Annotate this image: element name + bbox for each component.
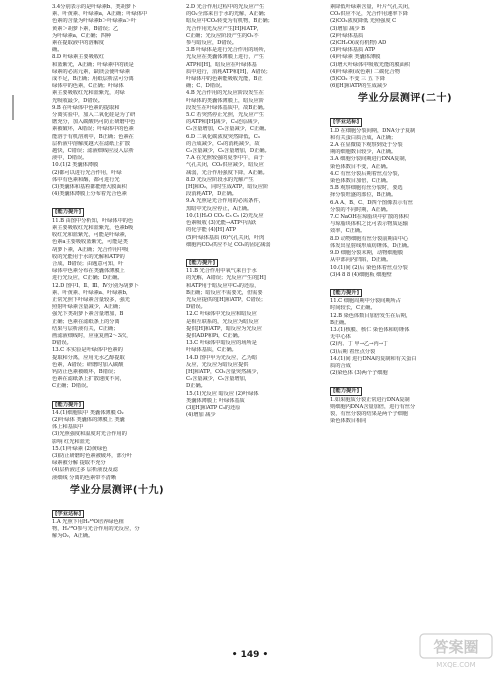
column-1 <box>52 4 182 645</box>
text-line: 时间较长，C正确。 <box>330 305 376 312</box>
text-line: 的化学能 (4)[H] ATP <box>186 227 236 234</box>
watermark-logo <box>418 630 494 670</box>
text-line: 的光解，A错误；光反应产生的[H] <box>186 275 266 282</box>
text-line: 3.4分别表示的是叶绿素b、类胡萝卜 <box>52 4 137 10</box>
text-line: (3)防止研磨时色素被破坏，部分叶 <box>52 452 132 459</box>
text-line: (3)增大叶绿体中吸收光能的膜面积 <box>330 61 410 68</box>
text-line: [H]和O₂，同时生成ATP，暗反应阶 <box>186 184 269 191</box>
text-line: 与琼脂块体积之比可表示物质运输 <box>330 221 408 228</box>
text-line: 7.C NaOH在琼脂块中扩散的体积 <box>330 214 409 221</box>
text-line: (4)叶绿素(或色素) 二碳化合物 <box>330 68 400 75</box>
text-line: 10.(1)2 类囊体薄膜 <box>52 162 99 169</box>
text-line: 6.D 二氧化碳浓度突然降低，C₃ <box>186 133 260 140</box>
section-tag: [学业达标] <box>330 118 362 126</box>
text-line: 5.C 若突然停止光照，光反应产生 <box>186 112 264 119</box>
text-line: 确。 <box>52 47 63 54</box>
text-line: 层析液中溶解度越大在滤纸上扩散 <box>52 140 130 147</box>
text-line: 无中心体 <box>330 334 351 341</box>
text-line: 素、叶黄素、叶绿素a，A正确；叶绿体中 <box>52 11 148 18</box>
text-line: [H]和ATP，CO₂含量突然减少， <box>186 368 262 375</box>
text-line: 画滤液细线时，应重复画2～3次， <box>52 332 132 339</box>
text-line: 结果与层析液有关，C正确； <box>52 325 119 332</box>
text-line: 14.D 图中甲为光反应，乙为暗 <box>186 354 258 361</box>
text-line: 参与暗反应，D错误。 <box>186 40 237 47</box>
text-line: 影响 红光和蓝光 <box>52 438 90 445</box>
text-line: 12.B 染色体数目加倍发生在后期， <box>330 312 412 319</box>
text-line: 9.B 在叶绿体中色素的提取和 <box>52 104 120 111</box>
text-line: 的ATP和[H]减少，C₃还原减少， <box>186 119 263 126</box>
text-line: (5)叶绿体基质 (6)气孔关闭，叶肉 <box>186 234 265 241</box>
text-line: 素主要吸收红光和蓝紫光，色素b吸 <box>52 224 134 231</box>
section-tag: [能力提升] <box>52 401 84 409</box>
text-line: 越快，C错误；滤液细线应浸入层析 <box>52 148 134 155</box>
text-line: 3.A 细胞分裂间期进行DNA复制， <box>330 156 410 163</box>
text-line: C正确；光反应阶段产生的O₂不 <box>186 32 259 39</box>
section-tag: [能力提升] <box>330 289 362 297</box>
text-line: D错误。 <box>186 304 206 311</box>
text-line: 染色体数目相同 <box>330 418 367 425</box>
text-line: 11.C 细胞周期中分裂间期所占 <box>330 298 401 305</box>
col1-section-c <box>52 410 182 482</box>
text-line: 黄素＞胡萝卜素，B错误；乙 <box>52 25 119 32</box>
text-line: 12.C 叶绿体中光反应和暗反应 <box>186 311 257 318</box>
text-line: 强光下类胡萝卜素含量增加，B <box>52 311 124 318</box>
text-line: 物，H₂¹⁸O参与光合作用的光反应，分 <box>52 526 140 533</box>
col2-section-a <box>186 4 326 249</box>
text-line: (3)后期 着丝点分裂 <box>330 348 376 355</box>
text-line: 磨充分，加入碳酸钙可防止研磨中色 <box>52 119 136 126</box>
text-line: 质中进行，消耗ATP和[H]，A错误； <box>186 68 271 75</box>
text-line: 3.B 叶绿体是进行光合作用的场所， <box>186 47 269 54</box>
text-line: 体中有色素和酶，都可进行光 <box>52 176 120 183</box>
text-line: (4)增加 减少 <box>186 412 216 419</box>
text-line: 光吸收最少，D错误。 <box>52 97 103 104</box>
text-line: (2)丙、丁 甲→乙→丙→丁 <box>330 341 389 348</box>
text-line: 合成，B错误；由题意可知，叶 <box>52 260 124 267</box>
col1-section-b <box>52 218 182 391</box>
text-line: 提供ADP和Pi，C正确。 <box>186 332 243 339</box>
text-line: 体发出星射线形成纺锤体，D正确。 <box>330 242 413 249</box>
text-line: 素主要吸收红光和蓝紫光，对绿 <box>52 90 125 97</box>
text-line: C₃含量减少，C₅含量增加， <box>186 376 250 383</box>
text-line: 绿素的必需元素，缺镁会使叶绿素 <box>52 68 130 75</box>
text-line: 提取和分离，应用无水乙醇提取 <box>52 354 125 361</box>
text-line: 段发生在叶绿体基质中，故B正确。 <box>186 104 268 111</box>
text-line: 8.D 动物细胞有丝分裂前期由中心 <box>330 235 409 242</box>
text-line: 成不足，B正确；用纸层析法可分离 <box>52 76 134 83</box>
text-line: 11.B 光合作用中氧气来自于水 <box>186 268 257 275</box>
text-line: 14.(1)细胞质中 类囊体薄膜 O₂ <box>52 409 124 416</box>
text-line: B正确；暗反应不需要光，但需要 <box>186 289 263 296</box>
text-line: (4)类囊体薄膜上分布着光合色素 <box>52 191 127 198</box>
text-line: 分裂的不同时期，A正确。 <box>330 206 391 213</box>
text-line: 分离实验中，加入二氧化硅是为了研 <box>52 112 136 119</box>
text-line: (2)叶绿体基质 <box>330 32 364 39</box>
text-line: 择分裂旺盛的部位，B正确。 <box>330 192 397 199</box>
text-line: (3)增加 减少 B <box>330 25 365 32</box>
text-line: 期的细胞数目较少，A正确。 <box>330 149 397 156</box>
text-line: 6.A A、B、C、D四个图像表示有丝 <box>330 199 413 206</box>
text-line: D正确。 <box>186 383 206 390</box>
text-line: 13.C 叶绿体中暗反应的场所是 <box>186 340 257 347</box>
text-line: 类囊体薄膜上 叶绿体基质 <box>186 397 245 404</box>
section-heading: 学业分层测评(十九) <box>69 484 165 496</box>
text-line: (3)4 8 8 (4)细胞板 细胞壁 <box>330 271 392 278</box>
text-line: 的O₂全部来自于水的光解，A正确； <box>186 11 269 18</box>
text-line: 色素吸收 (3)光能→ATP中活跃 <box>186 220 257 227</box>
text-line: 收的光能用于水的光解和ATP的 <box>52 253 125 260</box>
text-line: 素被破坏，A错误；叶绿体中的色素 <box>52 126 134 133</box>
text-line: (5)CO₂ 不变 三 五 下降 <box>330 76 385 83</box>
text-line: 10.(1)H₂O CO₂ C₃ C₅ (2)光反应 <box>186 212 264 219</box>
text-line: 正常光照下叶绿素含量较多，强光 <box>52 296 130 303</box>
text-line: 10.(1)间 (2)后 染色体着丝点分裂 <box>330 264 408 271</box>
text-line: 9.D 细胞分裂末期，动物细胞膜 <box>330 250 403 257</box>
section-tag: [能力提升] <box>52 208 84 216</box>
text-line: 13.C 本实验是叶绿体中色素的 <box>52 347 123 354</box>
text-line: (3)[H]和ATP C₃的还原 <box>186 404 241 411</box>
text-line: (4)层析液过多 层析液没及滤 <box>52 467 118 474</box>
text-line: 9.A 光照是光合作用的必需条件， <box>186 198 264 205</box>
text-line: (2)CH₂O(或有机物) AD <box>330 40 387 47</box>
text-line: C₃含量增加，C₅含量减少，C正确。 <box>186 126 270 133</box>
text-line: 能溶于有机溶剂中，B正确；色素在 <box>52 133 134 140</box>
text-line: 叶绿体的类囊体薄膜上，暗反应阶 <box>186 97 264 104</box>
text-line: 提供[H]和ATP，暗反应为光反应 <box>186 325 262 332</box>
text-line: (6)[H]和ATP的生成减少 <box>330 83 388 90</box>
text-line: 和ATP用于暗反应中C₃的还原， <box>186 282 260 289</box>
text-line: (3)类囊体和基粒都能增大膜面积 <box>52 184 127 191</box>
text-line: 染色体数目加倍，C正确。 <box>330 178 392 185</box>
text-line: 1.A 光照下用H₂¹⁸O培养绿色植 <box>52 519 124 525</box>
text-line: 4.B 光合作用的光反应阶段发生在 <box>186 90 264 97</box>
text-line: 为叶绿素a，C正确；四种 <box>52 32 111 39</box>
text-line: 照射叶绿素含量减少，A正确； <box>52 304 124 311</box>
column-3 <box>330 4 480 645</box>
text-line: (3)叶绿体基质 ATP <box>330 47 376 54</box>
text-line: 色素，A错误；研磨时加入碳酸 <box>52 361 124 368</box>
text-line: (2)叶绿体 类囊体的薄膜上 类囊 <box>52 416 125 423</box>
text-line: 光反应在类囊体薄膜上进行，产生 <box>186 54 264 61</box>
text-line: 和蓝紫光，A正确；叶绿素中的镁是 <box>52 61 134 68</box>
text-line: 质的合成 <box>330 362 351 369</box>
text-line: 1.如果胞质分裂正常进行DNA复制 <box>330 396 410 403</box>
text-line: 光反应提供的[H]和ATP，C错误； <box>186 296 266 303</box>
col2-section-b <box>186 268 326 419</box>
text-line: C₃含量减少，C₅含量增加，D正确。 <box>186 148 270 155</box>
text-line: 1.D 在细胞分裂间期，DNA分子复制 <box>330 127 416 134</box>
text-line: 绿素被分解 提取不充分 <box>52 460 106 467</box>
watermark-text: 答案圈 <box>433 638 479 656</box>
text-line: 11.B 由图中分析知，叶绿体中的色 <box>52 217 134 224</box>
text-line: (2)CO₂浓度降低 光照强度 C <box>330 18 397 25</box>
text-line: 15.(1)光反应 暗反应 (2)叶绿体 <box>186 390 259 397</box>
section-tag: [学业达标] <box>52 510 84 518</box>
text-line: 段消耗ATP，D正确。 <box>186 191 237 198</box>
text-line: 钙防止色素被破坏，B错误； <box>52 368 119 375</box>
text-line: 正确；色素在滤纸条上的分离 <box>52 318 120 325</box>
text-line: 确；C、D错误。 <box>186 83 226 90</box>
text-line: 8.D 光反应阶段水的光解产生 <box>186 176 254 183</box>
text-line: 黑暗中光反应停止，A正确。 <box>186 205 253 212</box>
text-line: 12.D 图中Ⅰ、Ⅱ、Ⅲ、Ⅳ分别为胡萝卜 <box>52 282 139 289</box>
text-line: 色素在滤纸条上扩散速度不同， <box>52 376 125 383</box>
text-line: 2.A 在显微镜下观察到处于分裂 <box>330 142 403 149</box>
text-line: (4)叶绿素 类囊体薄膜 <box>330 54 381 61</box>
section-tag: [能力提升] <box>186 259 218 267</box>
text-line: 叶绿体基质，C正确。 <box>186 347 237 354</box>
text-line: 2.D 光合作用过程中的光反应产生 <box>186 4 265 10</box>
text-line: 气孔关闭，CO₂供应减少，暗反应 <box>186 162 264 169</box>
text-line: 素在提取液中的溶解度 <box>52 40 104 47</box>
text-line: 色素a主要吸收蓝紫光，可能是类 <box>52 239 128 246</box>
text-line: 15.(1)叶绿素 (2)黄绿色 <box>52 445 108 452</box>
text-line: 从中部向内凹陷，D正确。 <box>330 257 392 264</box>
text-line: 细胞内CO₂供应不足 CO₂的固定减弱 <box>186 241 271 248</box>
text-line: 染色体数目不变，A正确。 <box>330 163 391 170</box>
watermark-sub: MXQE.COM <box>436 661 476 669</box>
text-line: 8.D 叶绿素主要吸收红 <box>52 54 105 61</box>
binding-edge-marks <box>8 0 18 675</box>
text-line: 是相互联系的，光反应为暗反应 <box>186 318 259 325</box>
text-line: 胡萝卜素，A正确；光合作用中吸 <box>52 246 129 253</box>
col3-section-d <box>330 397 480 426</box>
text-line: 5.B 观察细胞有丝分裂时，要选 <box>330 185 403 192</box>
text-line: 叶绿体中的色素能吸收光能，B正 <box>186 76 263 83</box>
text-line: 液细线 分离的色素带不清晰 <box>52 474 116 481</box>
text-line: (3)光照强度和温度对光合作用的 <box>52 431 127 438</box>
col1-section-d <box>52 519 182 541</box>
text-line: ATP和[H]，暗反应在叶绿体基 <box>186 61 257 68</box>
text-line: 解为O₂，A正确。 <box>52 533 94 540</box>
text-line: 7.A 在光照较强的夏季中午，由于 <box>186 155 264 162</box>
text-line: (2)染色体 (3)两个子细胞 <box>330 370 388 377</box>
text-line: 则细胞内DNA含量加倍，进行有丝分 <box>330 403 416 410</box>
text-line: 效率，C正确。 <box>330 228 366 235</box>
text-line: (2)都可以进行光合作用，叶绿 <box>52 169 122 176</box>
text-line: 4.C 有丝分裂后期着丝点分裂， <box>330 170 403 177</box>
text-line: C正确；D错误。 <box>52 383 92 390</box>
text-line: 素、叶黄素、叶绿素a、叶绿素b， <box>52 289 132 296</box>
col3-section-b <box>330 128 480 279</box>
text-line: 素降低叶绿素含量，叶片气孔关闭， <box>330 4 414 10</box>
col3-section-c <box>330 298 480 377</box>
text-line: B正确。 <box>330 319 350 326</box>
text-line: 绿体中的色素，C正确；叶绿体 <box>52 83 124 90</box>
text-line: 暗反应中CO₂转变为有机物，B正确； <box>186 18 273 25</box>
text-line: 液中，D错误。 <box>52 155 88 162</box>
text-line: 减弱，光合作用强度下降，A正确。 <box>186 169 268 176</box>
col1-section-a <box>52 4 182 198</box>
text-line: 体上和基质中 <box>52 424 84 431</box>
text-line: CO₂供应不足，光合作用速率下降 <box>330 11 408 18</box>
text-line: D错误。 <box>52 340 72 347</box>
section-tag: [能力提升] <box>330 387 362 395</box>
text-line: 收红光和蓝紫光，可能是叶绿素， <box>52 232 130 239</box>
text-line: 14.(1)间 进行DNA的复制和有关蛋白 <box>330 355 417 362</box>
column-2 <box>186 4 326 645</box>
text-line: 反应，光反应为暗反应提供 <box>186 361 249 368</box>
text-line: 和有关蛋白质合成，A正确； <box>330 134 397 141</box>
text-line: 的合成减少，C₅的消耗减少，故 <box>186 140 260 147</box>
col3-section-a <box>330 4 480 90</box>
section-heading: 学业分层测评(二十) <box>357 93 453 105</box>
page-number: • 149 • <box>231 650 269 660</box>
text-line: 绿体中色素分布在类囊体薄膜上 <box>52 268 125 275</box>
text-line: 裂，有丝分裂的结果是两个子细胞 <box>330 410 408 417</box>
text-line: 光合作用光反应产生[H]和ATP， <box>186 25 262 32</box>
text-line: 13.(1)核膜、核仁 染色体和纺锤体 <box>330 326 410 333</box>
text-line: 色素的含量为叶绿素b＞叶绿素a＞叶 <box>52 18 137 25</box>
text-line: 进行光反应，C正确；D正确。 <box>52 275 123 282</box>
